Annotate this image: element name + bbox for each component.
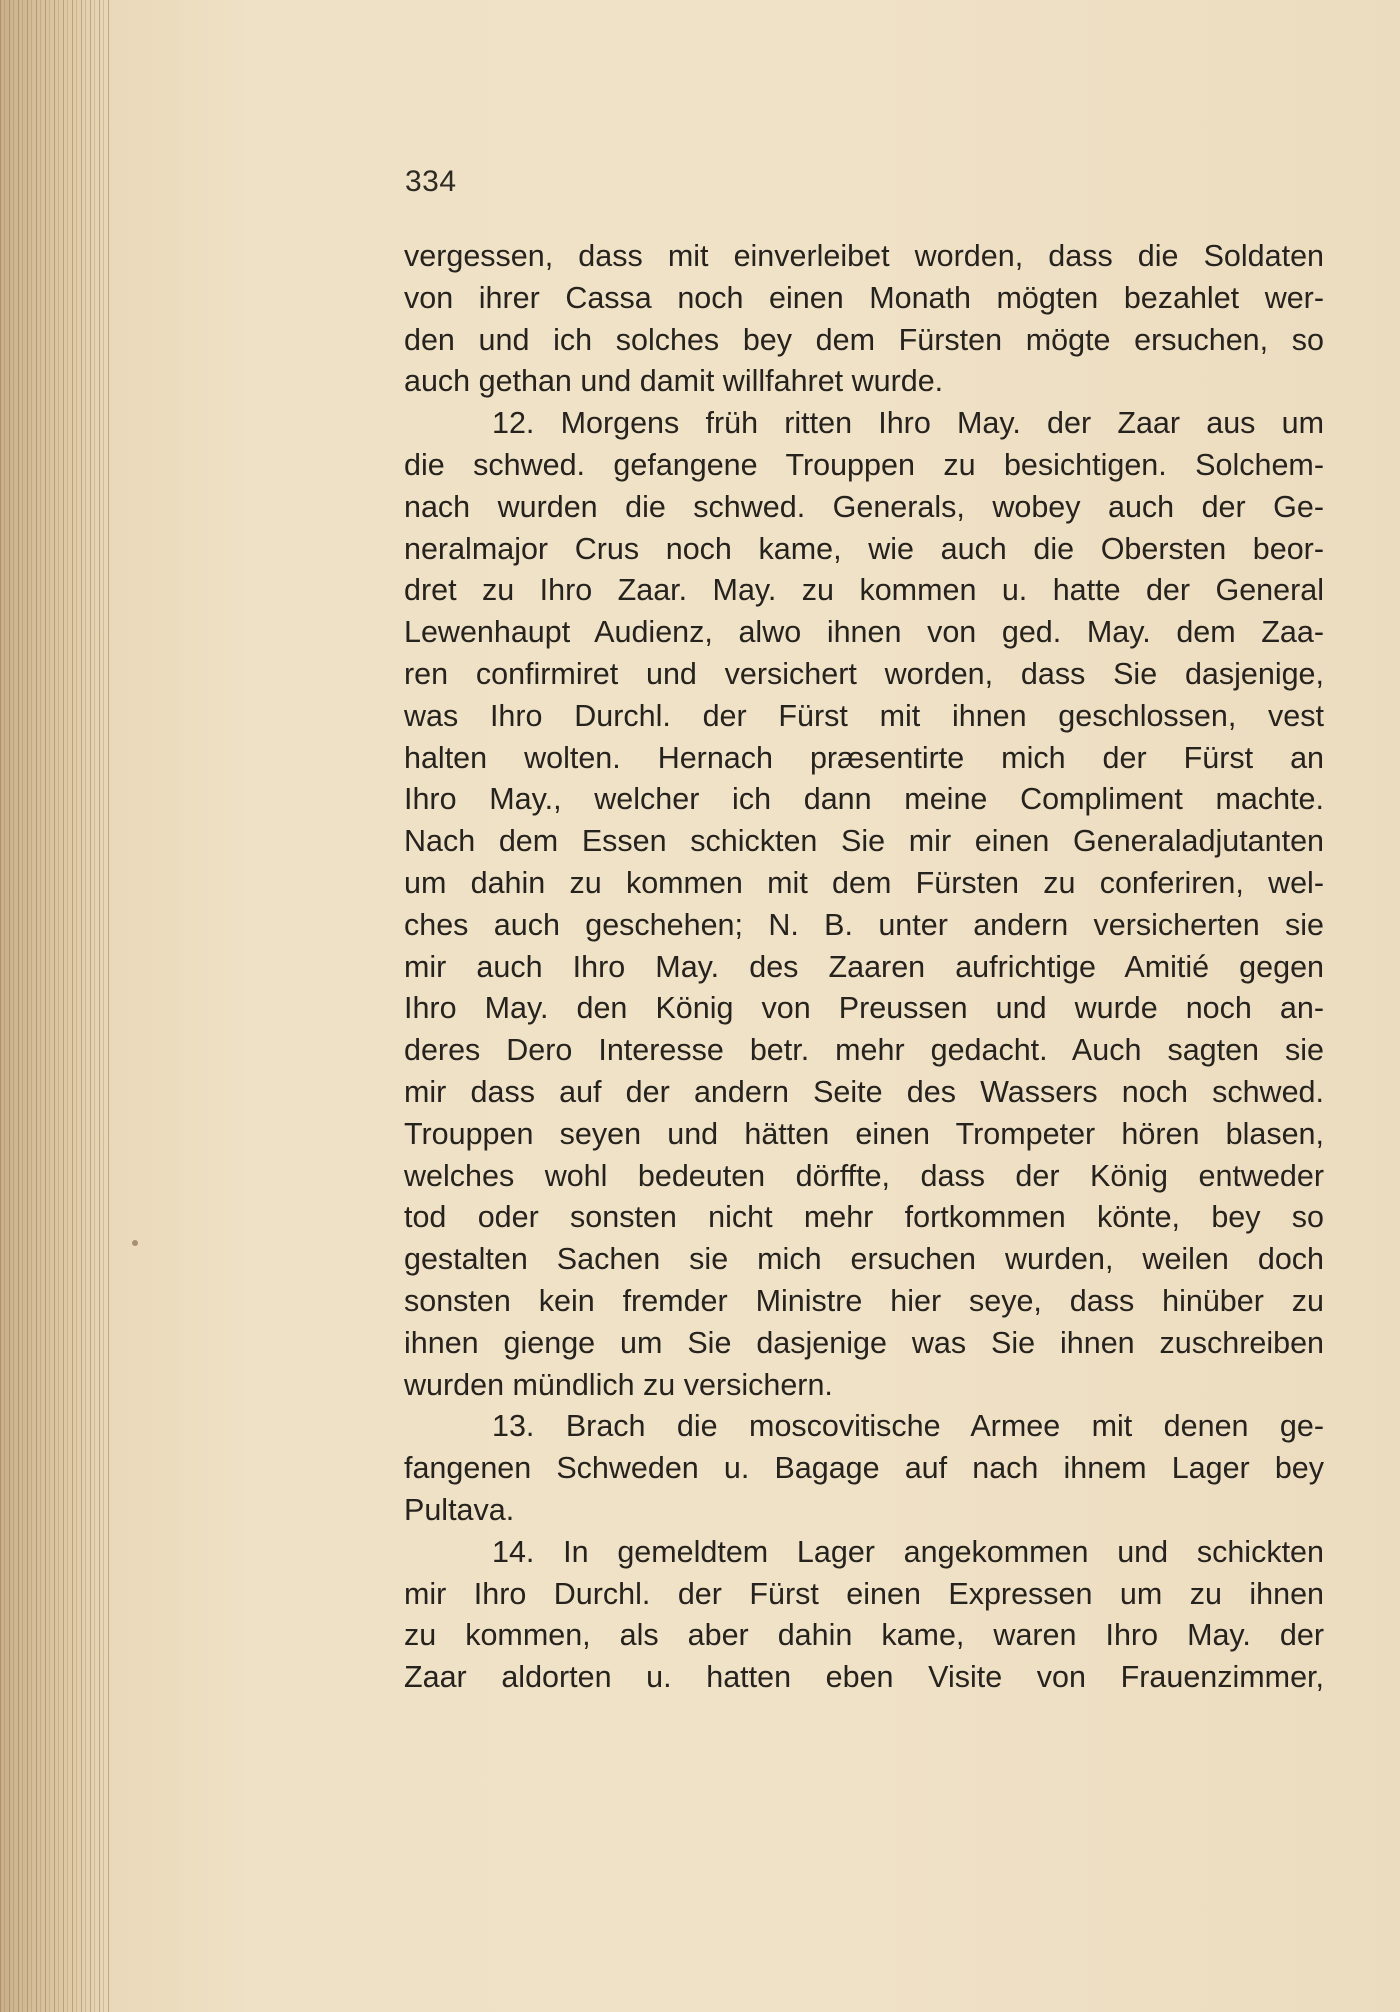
text-line: Ihro May. den König von Preussen und wurde noch an-	[404, 991, 1324, 1026]
text-line: ches auch geschehen; N. B. unter andern versicherten sie	[404, 907, 1324, 942]
text-line: zu kommen, als aber dahin kame, waren Ihro May. der	[404, 1618, 1324, 1653]
text-line: tod oder sonsten nicht mehr fortkommen könte, bey so	[404, 1200, 1324, 1235]
book-page-edges	[0, 0, 110, 2012]
text-line: Trouppen seyen und hätten einen Trompeter hören blasen,	[404, 1116, 1324, 1151]
text-line: neralmajor Crus noch kame, wie auch die Obersten beor-	[404, 531, 1324, 566]
text-line: auch gethan und damit willfahret wurde.	[404, 364, 944, 399]
text-line: ihnen gienge um Sie dasjenige was Sie ihnen zuschreiben	[404, 1325, 1324, 1360]
page-number: 334	[405, 165, 457, 198]
text-line: sonsten kein fremder Ministre hier seye, dass hinüber zu	[404, 1283, 1324, 1318]
text-line: ren confirmiret und versichert worden, dass Sie dasjenige,	[404, 656, 1324, 691]
text-line: dret zu Ihro Zaar. May. zu kommen u. hatte der General	[404, 573, 1324, 608]
text-line: Nach dem Essen schickten Sie mir einen Generaladjutanten	[404, 824, 1324, 859]
paper-speck	[132, 1240, 138, 1246]
text-line: 14. In gemeldtem Lager angekommen und schickten	[492, 1534, 1324, 1569]
text-line: vergessen, dass mit einverleibet worden, dass die Soldaten	[404, 239, 1324, 273]
text-line: Lewenhaupt Audienz, alwo ihnen von ged. May. dem Zaa-	[404, 615, 1324, 650]
text-line: mir Ihro Durchl. der Fürst einen Expressen um zu ihnen	[404, 1576, 1324, 1611]
text-line: 12. Morgens früh ritten Ihro May. der Zaar aus um	[492, 406, 1324, 441]
text-line: den und ich solches bey dem Fürsten mögte ersuchen, so	[404, 322, 1324, 357]
body-text	[404, 236, 1324, 1699]
text-line: mir auch Ihro May. des Zaaren aufrichtige Amitié gegen	[404, 949, 1324, 984]
text-line: von ihrer Cassa noch einen Monath mögten bezahlet wer-	[404, 280, 1324, 315]
text-line: wurden mündlich zu versichern.	[404, 1367, 833, 1402]
text-line: gestalten Sachen sie mich ersuchen wurden, weilen doch	[404, 1242, 1324, 1277]
text-line: deres Dero Interesse betr. mehr gedacht. Auch sagten sie	[404, 1033, 1324, 1068]
text-line: halten wolten. Hernach præsentirte mich der Fürst an	[404, 740, 1324, 775]
text-line: 13. Brach die moscovitische Armee mit denen ge-	[492, 1409, 1324, 1444]
text-line: die schwed. gefangene Trouppen zu besichtigen. Solchem-	[404, 447, 1324, 482]
text-line: was Ihro Durchl. der Fürst mit ihnen geschlossen, vest	[404, 698, 1324, 733]
text-line: um dahin zu kommen mit dem Fürsten zu conferiren, wel-	[404, 865, 1324, 900]
text-line: Ihro May., welcher ich dann meine Compliment machte.	[404, 782, 1324, 817]
text-line: mir dass auf der andern Seite des Wassers noch schwed.	[404, 1074, 1324, 1109]
text-line: nach wurden die schwed. Generals, wobey auch der Ge-	[404, 489, 1324, 524]
text-line: welches wohl bedeuten dörffte, dass der König entweder	[404, 1158, 1324, 1193]
text-line: Pultava.	[404, 1492, 515, 1527]
text-line: Zaar aldorten u. hatten eben Visite von Frauenzimmer,	[404, 1660, 1324, 1695]
text-line: fangenen Schweden u. Bagage auf nach ihnem Lager bey	[404, 1451, 1324, 1486]
